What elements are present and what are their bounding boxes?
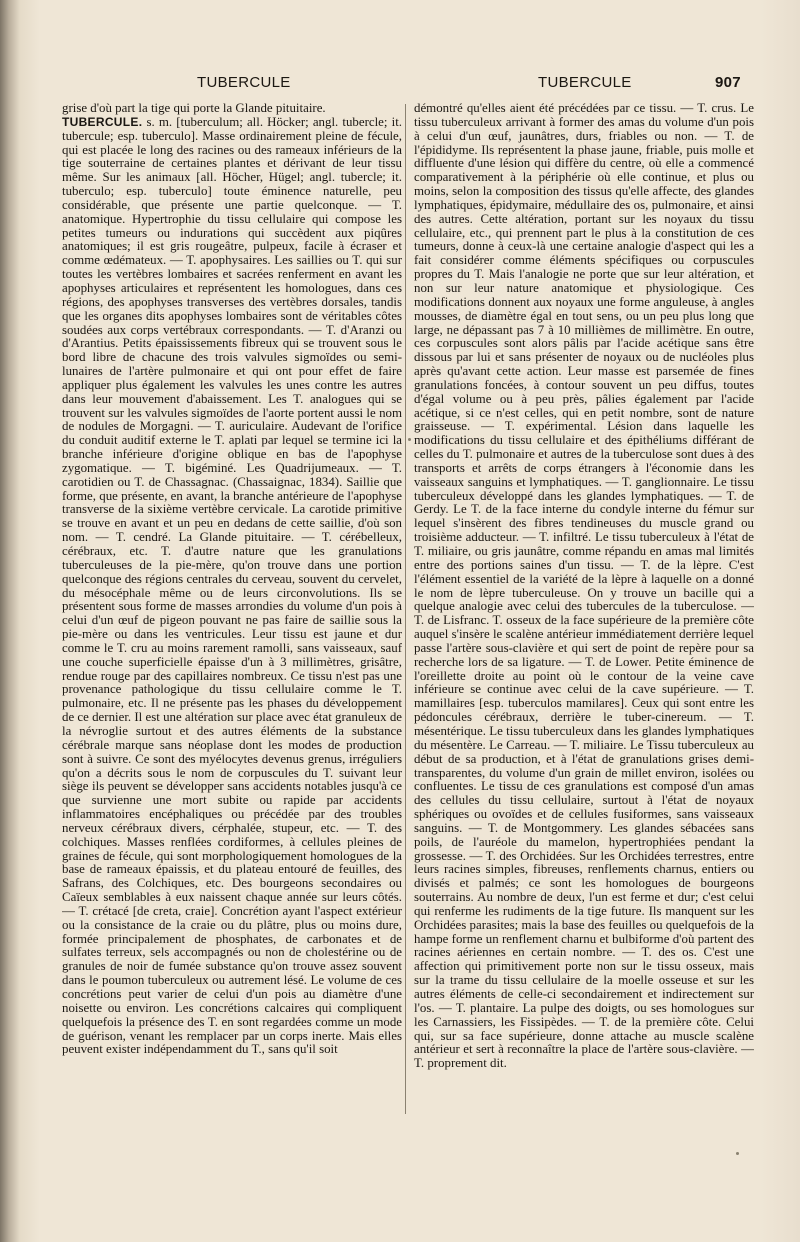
entry-headword: TUBERCULE. (62, 114, 143, 129)
running-header-left: TUBERCULE (197, 74, 291, 91)
column-divider (405, 104, 406, 1114)
running-header-right: TUBERCULE (538, 74, 632, 91)
left-column (62, 102, 402, 1132)
entry-tubercule (62, 116, 402, 1057)
paper-speck (408, 438, 411, 441)
paper-speck (736, 1152, 739, 1155)
entry-body: s. m. [tuberculum; all. Höcker; angl. tubercle; it. tubercule; esp. tuberculo]. Masse ordinairement pleine de fécule, qui est placée le long des racines ou des rameaux inférieurs de la tige souterraine de certaines plantes et dérivant de leur tissu même. Sur les animaux [all. Höcher, Hügel; angl. tubercle; it. tuberculo; esp. tuberculo] toute éminence naturelle, peu considérable, que présente une partie quelconque. — T. anatomique. Hypertrophie du tissu cellulaire qui compose les petites tumeurs ou indurations qui succèdent aux piqûres anatomiques; il est gris rougeâtre, pulpeux, facile à écraser et comme œdémateux. — T. apophysaires. Les saillies ou T. qui sur toutes les vertèbres lombaires et sacrées renferment en avant les apophyses articulaires et représentent les homologues, dans ces régions, des apophyses transverses des vertèbres dorsales, tandis que les organes dits apophyses lombaires sont de véritables côtes soudées aux corps vertébraux correspondants. — T. d'Aranzi ou d'Arantius. Petits épaississements fibreux qui se trouvent sous le bord libre de chacune des trois valvules sigmoïdes ou semi-lunaires de l'artère pulmonaire et qui ont pour effet de faire appliquer plus également les valvules les unes contre les autres dans leur mouvement d'abaissement. Les T. analogues qui se trouvent sur les valvules sigmoïdes de l'aorte portent aussi le nom de nodules de Morgagni. — T. auriculaire. Audevant de l'orifice du conduit auditif externe le T. aplati par lequel se termine ici la branche inférieure d'origine oblique en bas de l'apophyse zygomatique. — T. bigéminé. Les Quadrijumeaux. — T. carotidien ou T. de Chassagnac. (Chassaignac, 1834). Saillie que forme, que présente, en avant, la branche antérieure de l'apophyse transverse de la sixième vertèbre cervicale. La carotide primitive se trouve en avant et un peu en dedans de cette saillie, d'où son nom. — T. cendré. La Glande pituitaire. — T. cérébelleux, cérébraux, etc. T. d'autre nature que les granulations tuberculeuses de la pie-mère, qu'on trouve dans une portion quelconque des régions centrales du cerveau, souvent du cervelet, du mésocéphale même ou de leurs circonvolutions. Ils se présentent sous forme de masses arrondies du volume d'un pois à celui d'un œuf de pigeon pouvant ne pas faire de saillie sous la pie-mère ou dans les ventricules. Leur tissu est jaune et dur comme le T. cru au moins rarement ramolli, sans vaisseaux, sauf une couche superficielle épaisse d'un à 3 millimètres, grisâtre, rendue rouge par des capillaires nombreux. Ce tissu n'est pas une provenance pathologique du tissu cellulaire comme le T. pulmonaire, etc. Il ne présente pas les phases du développement de ce dernier. Il est une altération sur place avec état granuleux de la névroglie surtout et des autres éléments de la substance cérébrale marque sans néoplase dont les modes de production sont à suivre. Ce sont des myélocytes devenus grenus, irréguliers qu'on a décrits sous le nom de corpuscules du T. suivant leur siège ils peuvent se développer sans accidents notables jusqu'à ce que survienne une mort subite ou rapide par accidents inflammatoires encéphaliques ou précédée par des troubles nerveux cérébraux divers, cérphalée, stupeur, etc. — T. des colchiques. Masses renflées cordiformes, à cellules pleines de graines de fécule, qui sont morphologiquement homologues de la base de rameaux épaissis, et du plateau entouré de feuilles, des Safrans, des Colchiques, etc. Des bourgeons secondaires ou Caïeux semblables à eux naissent chaque année sur leurs côtés. — T. crétacé [de creta, craie]. Concrétion ayant l'aspect extérieur ou la consistance de la craie ou du plâtre, plus ou moins dure, formée principalement de phosphates, de carbonates et de sulfates terreux, sels accompagnés ou non de cholestérine ou de granules de noir de fumée substance qu'on trouve assez souvent dans le poumon tuberculeux ou autrement lésé. Le volume de ces concrétions peut varier de celui d'un pois au diamètre d'une noisette ou environ. Les concrétions calcaires qui compliquent quelquefois la présence des T. en sont regardées comme un mode de guérison, venant les remplacer par un corps inerte. Mais elles peuvent exister indépendamment du T., sans qu'il soit (62, 114, 402, 1057)
page-number: 907 (715, 74, 741, 91)
right-column (414, 102, 754, 1132)
continued-text: grise d'où part la tige qui porte la Glande pituitaire. (62, 102, 326, 115)
right-column-text: démontré qu'elles aient été précédées par ce tissu. — T. crus. Le tissu tuberculeux arrivant à former des amas du volume d'un pois à celui d'un œuf, jaunâtres, durs, friables ou non. — T. de l'épididyme. Ils représentent la phase jaune, friable, puis molle et diffluente d'une lésion qui diffère du centre, où elle a commencé comparativement à la périphérie où elle continue, et plus ou moins, selon la composition des tissus qu'elle affecte, des glandes lymphatiques, épidymaire, médullaire des os, pulmonaire, et ainsi des autres. Cette altération, portant sur les noyaux du tissu cellulaire, etc., qui prennent part le plus à la constitution de ces tumeurs, donne à ceux-là une certaine analogie d'aspect qui les a fait considérer comme éléments spécifiques ou corpuscules propres du T. Mais l'analogie ne porte que sur leur altération, et non sur leur nature anatomique et physiologique. Ces modifications donnent aux noyaux une forme anguleuse, à angles mousses, de diamètre égal en tout sens, ou un peu plus long que large, ne dépassant pas 7 à 10 millièmes de millimètre. En outre, ces corpuscules sont alors pâlis par l'acide acétique sans être dissous par lui et sans présenter de noyaux ou de nucléoles plus après qu'avant cette action. Leur masse est parsemée de fines granulations foncées, à contour souvent un peu diffus, toutes d'égal volume ou à peu près, pâlies également par l'acide acétique, si ce n'est celles, qui en petit nombre, sont de nature graisseuse. — T. expérimental. Lésion dans laquelle les modifications du tissu cellulaire et des épithéliums différant de celles du T. pulmonaire et autres de la tuberculose sont dues à des transports et arrêts de corps étrangers à l'économie dans les vaisseaux sanguins et lymphatiques. — T. ganglionnaire. Le tissu tuberculeux développé dans les glandes lymphatiques. — T. de Gerdy. Le T. de la face interne du condyle interne du fémur sur lequel s'insèrent des fibres tendineuses du muscle grand ou troisième adducteur. — T. infiltré. Le tissu tuberculeux à l'état de T. miliaire, ou gris jaunâtre, comme répandu en amas mal limités entre des portions saines d'un tissu. — T. de la lèpre. C'est l'élément essentiel de la variété de la lèpre à laquelle on a donné le nom de lèpre tuberculeuse. On y trouve un bacille qui a quelque analogie avec celui des tubercules de la tuberculose. — T. de Lisfranc. T. osseux de la face supérieure de la première côte auquel s'insère le scalène antérieur immédiatement derrière lequel passe l'artère sous-clavière et qui sert de point de repère pour sa recherche lors de sa ligature. — T. de Lower. Petite éminence de l'oreillette droite au point où le contour de la veine cave inférieure se continue avec celui de la cave supérieure. — T. mamillaires [esp. tuberculos mamilares]. Ceux qui sont entre les pédoncules cérébraux, derrière le tuber-cinereum. — T. mésentérique. Le tissu tuberculeux dans les glandes lymphatiques du mésentère. Le Carreau. — T. miliaire. Le Tissu tuberculeux au début de sa production, et à l'état de granulations grises demi-transparentes, du volume d'un grain de millet environ, isolées ou confluentes. Le tissu de ces granulations est composé d'un amas des cellules du tissu cellulaire, surtout à l'état de noyaux sphériques ou ovoïdes et de cellules fusiformes, sans vaisseaux sanguins. — T. de Montgommery. Les glandes sébacées sans poils, de l'auréole du mamelon, hypertrophiées pendant la grossesse. — T. des Orchidées. Sur les Orchidées terrestres, entre leurs racines simples, fibreuses, renflements charnus, entiers ou divisés et palmés; ce sont les homologues de bourgeons souterrains. Au nombre de deux, l'un est ferme et dur; c'est celui qui renferme les rudiments de la tige future. Ils manquent sur les Orchidées parasites; mais la base des feuilles ou quelquefois de la hampe forme un renflement charnu et bulbiforme d'où partent des racines aériennes en certain nombre. — T. des os. C'est une affection qui primitivement porte non sur le tissu osseux, mais sur la trame du tissu cellulaire de la moelle osseuse et sur les autres éléments de celle-ci secondairement et indirectement sur l'os. — T. plantaire. La pulpe des doigts, ou ses homologues sur les Carnassiers, les Fissipèdes. — T. de la première côte. Celui qui, sur sa face supérieure, donne attache au muscle scalène antérieur et sert à reconnaître la place de l'artère sous-clavière. — T. proprement dit. (414, 102, 754, 1071)
